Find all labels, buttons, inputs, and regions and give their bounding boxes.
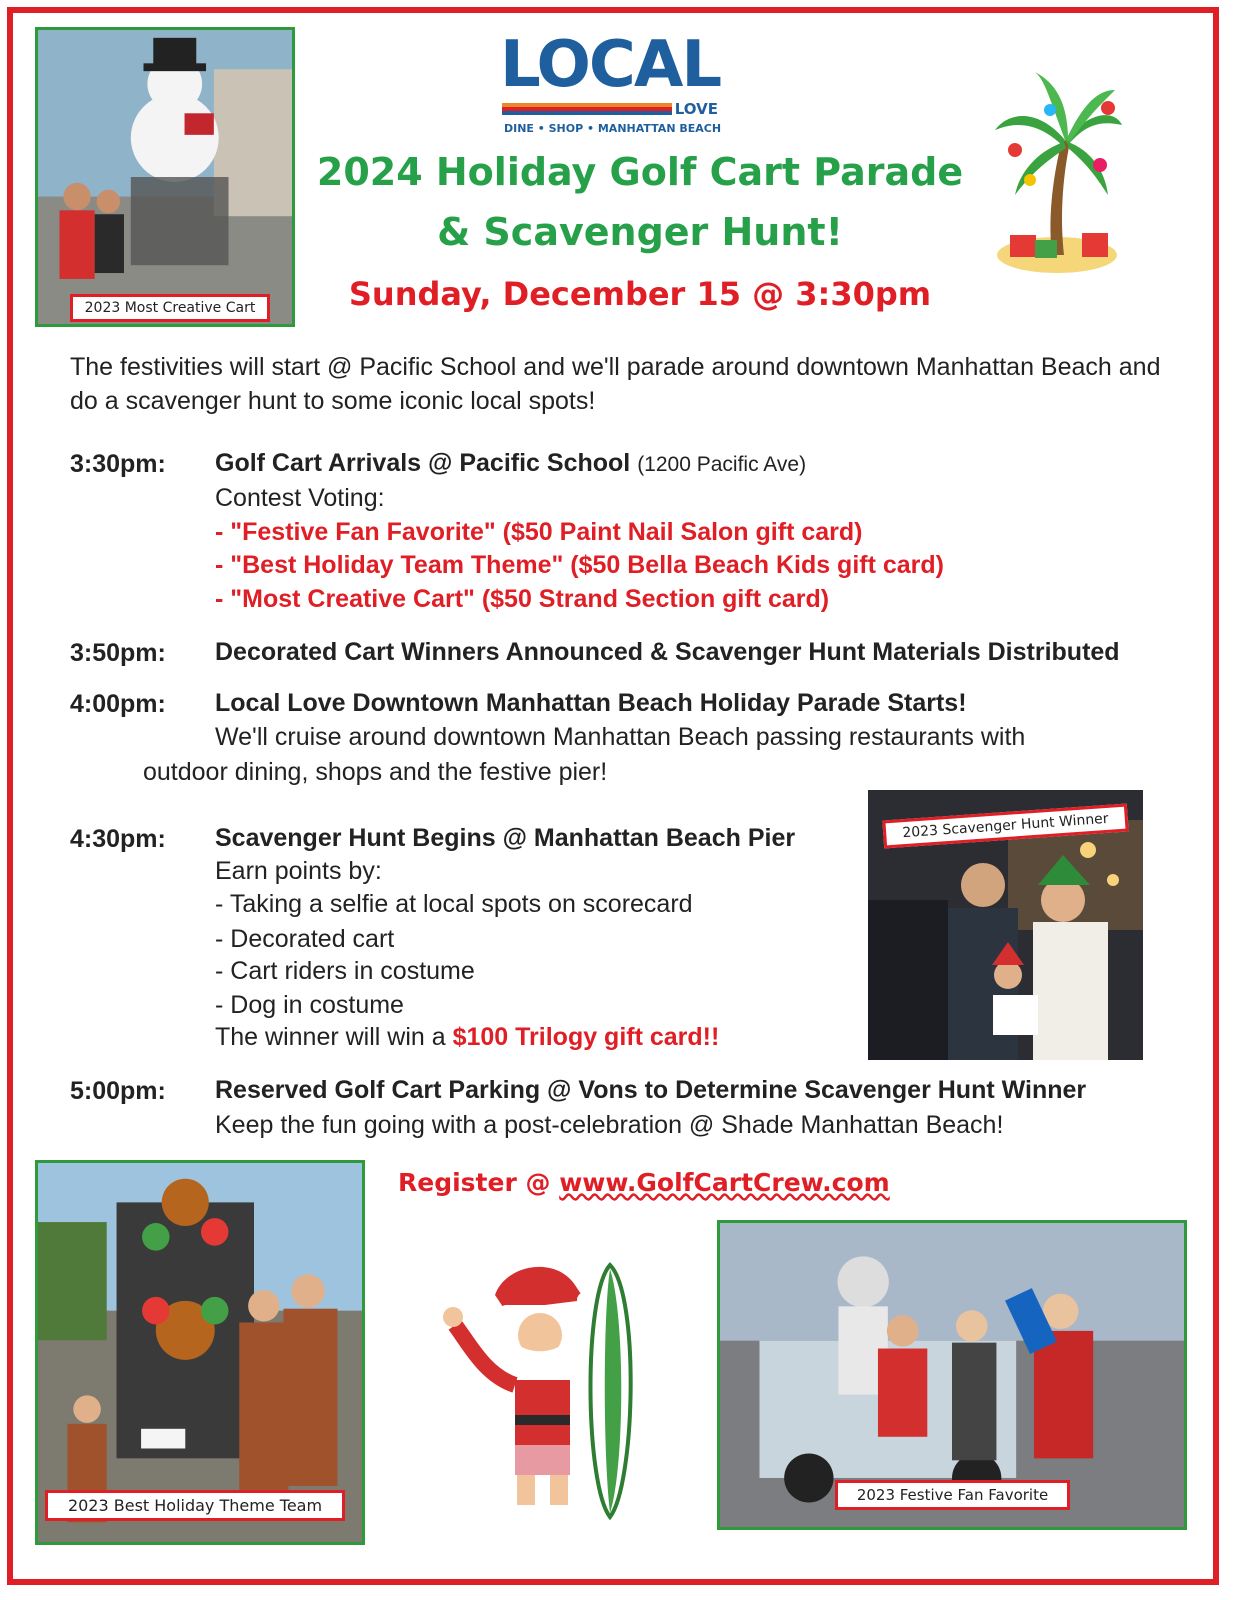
time-430: 4:30pm: [70,825,166,853]
register-link[interactable]: www.GolfCartCrew.com [559,1168,890,1197]
register-prefix: Register @ [398,1168,560,1197]
photo-most-creative-cart [35,27,295,327]
local-love-logo [500,30,730,140]
logo-stripe-icon [502,103,672,115]
winner-prefix: The winner will win a [215,1023,453,1051]
prize-festive-fan: - "Festive Fan Favorite" ($50 Paint Nail Salon gift card) [215,518,863,546]
event-title-line2: & Scavenger Hunt! [437,210,843,254]
event-title-line1: 2024 Holiday Golf Cart Parade [316,150,964,194]
time-500: 5:00pm: [70,1077,166,1105]
caption-festive-fan-favorite: 2023 Festive Fan Favorite [835,1480,1070,1510]
logo-love: LOVE [674,100,718,118]
prize-most-creative: - "Most Creative Cart" ($50 Strand Section gift card) [215,585,830,613]
event-date: Sunday, December 15 @ 3:30pm [348,275,932,313]
caption-most-creative-cart: 2023 Most Creative Cart [70,294,270,322]
intro-text: The festivities will start @ Pacific School and we'll parade around downtown Manhattan Beach and do a scavenger hunt to some iconic local spots! [70,353,1161,415]
logo-tagline: DINE • SHOP • MANHATTAN BEACH [504,122,722,135]
schedule-400-desc-1: We'll cruise around downtown Manhattan Beach passing restaurants with [215,723,1026,751]
schedule-430-item-3: - Cart riders in costume [215,957,475,985]
schedule-430-earn: Earn points by: [215,857,382,885]
caption-best-holiday-theme: 2023 Best Holiday Theme Team [45,1490,345,1521]
register-line [398,1168,890,1197]
schedule-400-heading: Local Love Downtown Manhattan Beach Holiday Parade Starts! [215,689,967,717]
schedule-330-heading [215,446,806,482]
schedule-430-item-4: - Dog in costume [215,991,404,1019]
winner-prize: $100 Trilogy gift card!! [452,1023,720,1051]
time-350: 3:50pm: [70,639,166,667]
schedule-500-desc: Keep the fun going with a post-celebration @ Shade Manhattan Beach! [215,1111,1004,1139]
schedule-430-item-1: - Taking a selfie at local spots on scorecard [215,890,693,918]
schedule-430-item-2: - Decorated cart [215,925,395,953]
schedule-500-heading: Reserved Golf Cart Parking @ Vons to Determine Scavenger Hunt Winner [215,1076,1087,1104]
schedule-430-heading: Scavenger Hunt Begins @ Manhattan Beach Pier [215,824,796,852]
time-400: 4:00pm: [70,690,166,718]
schedule-330-title: Golf Cart Arrivals @ Pacific School [215,449,631,477]
santa-surfboard-icon [435,1255,675,1525]
caption-scavenger-hunt-winner: 2023 Scavenger Hunt Winner [882,803,1128,848]
schedule-350-heading: Decorated Cart Winners Announced & Scavenger Hunt Materials Distributed [215,638,1120,666]
prize-best-theme: - "Best Holiday Team Theme" ($50 Bella Beach Kids gift card) [215,551,945,579]
schedule-330-voting: Contest Voting: [215,484,385,512]
schedule-400-desc-2: outdoor dining, shops and the festive pier! [143,758,608,786]
time-330: 3:30pm: [70,450,166,478]
palm-tree-icon [990,70,1125,280]
photo-best-holiday-theme [35,1160,365,1545]
schedule-430-winner [215,1020,719,1054]
logo-word: LOCAL [500,28,721,102]
schedule-330-address: (1200 Pacific Ave) [637,453,807,476]
